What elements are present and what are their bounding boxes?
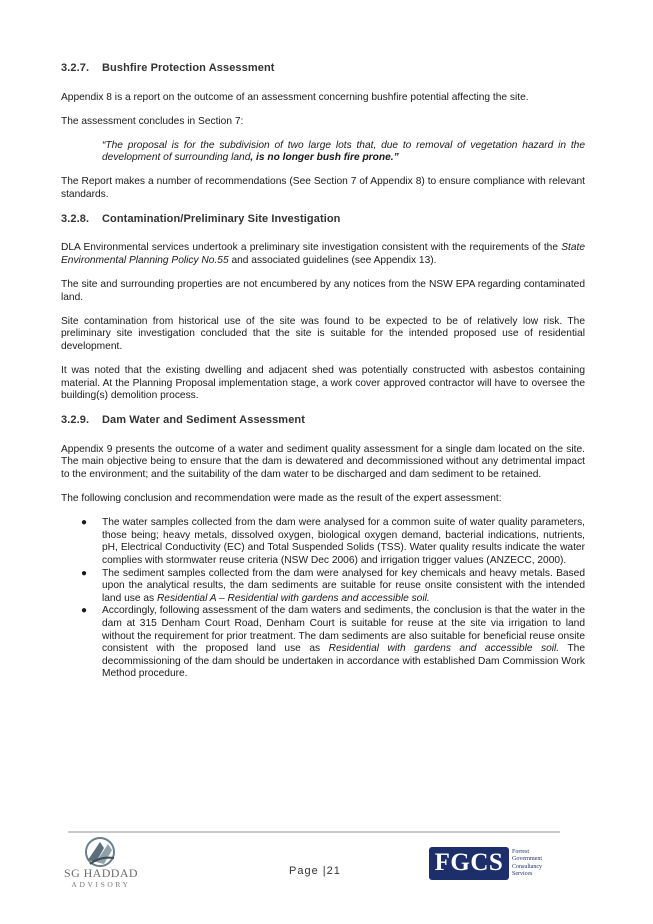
paragraph: The assessment concludes in Section 7: bbox=[61, 115, 244, 127]
page-number: Page |21 bbox=[289, 865, 341, 877]
list-item bbox=[61, 517, 585, 567]
paragraph: Site contamination from historical use of the site was found to be expected to be of relatively low risk. The preliminary site investigation concluded that the site is suitable for the intended proposed use of residential development. bbox=[61, 315, 585, 352]
page-content bbox=[61, 62, 585, 687]
section-heading bbox=[61, 213, 585, 226]
fgcs-logo-text: FGCS bbox=[434, 849, 504, 876]
quote-block bbox=[102, 140, 585, 165]
bullet-list bbox=[61, 517, 585, 681]
bullet-icon: ● bbox=[81, 605, 88, 617]
list-item-text: The decommissioning of the dam should be undertaken in accordance with established Dam Commission Work Method procedure. bbox=[102, 643, 585, 680]
paragraph: It was noted that the existing dwelling and adjacent shed was potentially constructed with asbestos containing material. At the Planning Proposal implementation stage, a work cover approved contractor will have to oversee the building(s) demolition process. bbox=[61, 364, 585, 402]
land-use-term: Residential with gardens and accessible soil. bbox=[328, 643, 560, 655]
list-item-text: Accordingly, following assessment of the dam waters and sediments, the conclusion is that the water in the dam at 315 Denham Court Road, Denham Court is suitable for reuse at the site via irrigation to land without the requirement for prior treatment. The dam sediments are also suitable for beneficial reuse onsite consistent with the proposed land use as bbox=[102, 605, 585, 655]
section-bushfire bbox=[61, 62, 585, 201]
section-dam-water bbox=[61, 414, 585, 681]
section-heading bbox=[61, 414, 585, 427]
section-title: Bushfire Protection Assessment bbox=[102, 62, 275, 74]
list-item bbox=[61, 568, 585, 606]
fgcs-caption-line: Consultancy bbox=[512, 863, 542, 870]
fgcs-caption-line: Forrest bbox=[512, 849, 529, 855]
section-contamination bbox=[61, 213, 585, 403]
footer-divider bbox=[68, 831, 560, 833]
paragraph: The following conclusion and recommendation were made as the result of the expert assessment: bbox=[61, 493, 502, 505]
section-title: Dam Water and Sediment Assessment bbox=[102, 414, 305, 427]
paragraph-text: DLA Environmental services undertook a preliminary site investigation consistent with the requirements of the bbox=[61, 242, 562, 254]
section-number: 3.2.7. bbox=[61, 62, 90, 74]
bullet-icon: ● bbox=[81, 517, 88, 529]
list-item-text: The sediment samples collected from the dam were analysed for key chemicals and heavy metals. Based upon the analytical results, the dam sediments are suitable for reuse onsite consistent with the intended land use as bbox=[102, 567, 585, 604]
sg-haddad-sub: ADVISORY bbox=[71, 880, 131, 889]
paragraph: Appendix 9 presents the outcome of a water and sediment quality assessment for a single dam located on the site. The main objective being to ensure that the dam is dewatered and decommissioned without any detrimental impact to the environment; and the suitability of the dam water to be discharged and dam sediment to be retained. bbox=[61, 443, 585, 480]
land-use-term: Residential A – Residential with gardens and accessible soil. bbox=[156, 592, 430, 604]
section-number: 3.2.8. bbox=[61, 212, 90, 225]
paragraph: The site and surrounding properties are not encumbered by any notices from the NSW EPA regarding contaminated land. bbox=[61, 278, 585, 303]
quote-text: “The proposal is for the subdivision of two large lots that, due to removal of vegetation hazard in the development of surrounding land bbox=[102, 139, 585, 164]
fgcs-logo-caption bbox=[512, 849, 542, 878]
quote-emphasis: , is no longer bush fire prone.” bbox=[250, 152, 399, 164]
section-number: 3.2.9. bbox=[61, 414, 90, 427]
policy-name: State Environmental Planning Policy No.55 bbox=[61, 242, 585, 266]
paragraph-text: and associated guidelines (see Appendix 13). bbox=[228, 254, 437, 266]
bullet-icon: ● bbox=[81, 567, 88, 579]
section-title: Contamination/Preliminary Site Investigation bbox=[102, 212, 341, 225]
sg-haddad-name: SG HADDAD bbox=[64, 866, 138, 880]
paragraph: Appendix 8 is a report on the outcome of an assessment concerning bushfire potential affecting the site. bbox=[61, 91, 529, 103]
section-heading bbox=[61, 62, 585, 75]
fgcs-caption-line: Services bbox=[512, 870, 533, 877]
list-item bbox=[61, 605, 585, 681]
paragraph bbox=[61, 242, 585, 267]
paragraph: The Report makes a number of recommendations (See Section 7 of Appendix 8) to ensure compliance with relevant standards. bbox=[61, 175, 585, 200]
list-item-text: The water samples collected from the dam were analysed for a common suite of water quality parameters, those being; heavy metals, dissolved oxygen, biological oxygen demand, bacterial indications, nutrients, pH, Electrical Conductivity (EC) and Total Suspended Solids (TSS). Water quality results indicate the water complies with stormwater reuse criteria (NSW Dec 2006) and irrigation trigger values (ANZECC, 2000). bbox=[102, 517, 585, 566]
fgcs-caption-line: Government bbox=[512, 856, 542, 863]
